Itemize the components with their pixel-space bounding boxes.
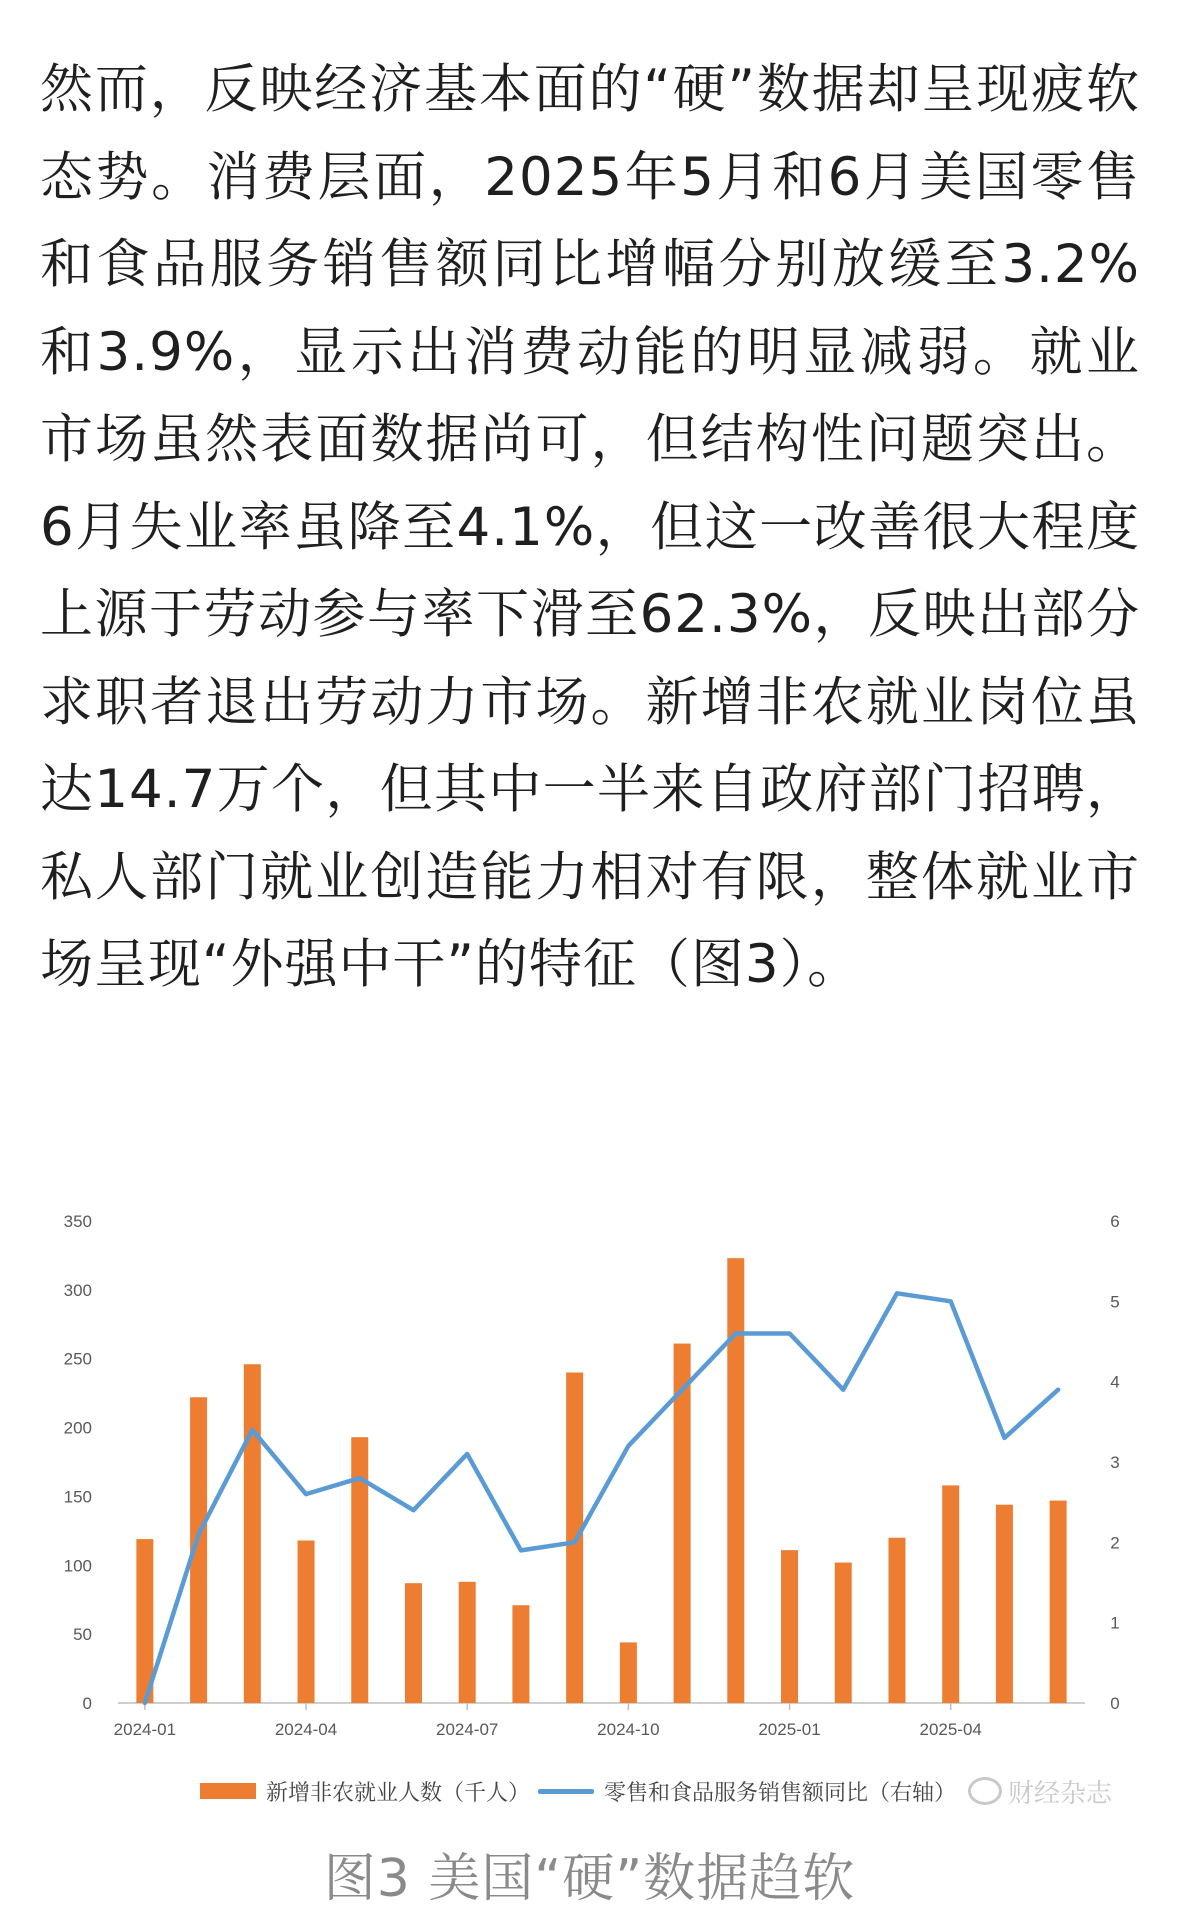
y-right-tick-label: 3: [1110, 1453, 1120, 1472]
x-tick-label: 2024-10: [597, 1720, 660, 1739]
y-right-tick-label: 5: [1110, 1292, 1120, 1312]
bar: [942, 1485, 959, 1703]
y-left-tick-label: 0: [82, 1694, 92, 1713]
legend-label-line: 零售和食品服务销售额同比（右轴）: [604, 1780, 957, 1806]
bar: [1050, 1501, 1067, 1703]
legend-swatch-bar: [200, 1783, 256, 1799]
bar: [835, 1563, 852, 1703]
chart: [0, 1185, 1179, 1745]
y-right-tick-label: 1: [1110, 1613, 1120, 1633]
y-right-tick-label: 0: [1110, 1694, 1120, 1713]
bar: [298, 1540, 315, 1703]
bar: [405, 1583, 422, 1703]
bar: [620, 1642, 637, 1703]
y-left-tick-label: 200: [63, 1418, 92, 1438]
watermark-text: 财经杂志: [1008, 1778, 1113, 1809]
x-tick-label: 2025-01: [758, 1720, 821, 1739]
article-body: [40, 46, 1140, 1009]
legend-item-bar: [200, 1768, 530, 1814]
legend-item-line: [538, 1768, 956, 1814]
legend-label-bar: 新增非农就业人数（千人）: [266, 1780, 531, 1806]
bar: [888, 1538, 905, 1703]
bar: [996, 1505, 1013, 1703]
article-paragraph: 然而，反映经济基本面的“硬”数据却呈现疲软态势。消费层面，2025年5月和6月美国零售和食品服务销售额同比增幅分别放缓至3.2%和3.9%，显示出消费动能的明显减弱。就业市场虽然表面数据尚可，但结构性问题突出。6月失业率虽降至4.1%，但这一改善很大程度上源于劳动参与率下滑至62.3%，反映出部分求职者退出劳动力市场。新增非农就业岗位虽达14.7万个，但其中一半来自政府部门招聘，私人部门就业创造能力相对有限，整体就业市场呈现“外强中干”的特征（图3）。: [40, 59, 1140, 995]
y-right-tick-label: 4: [1110, 1372, 1120, 1392]
weibo-icon: [968, 1777, 1002, 1805]
y-left-tick-label: 100: [63, 1556, 92, 1576]
x-tick-label: 2024-07: [435, 1720, 499, 1739]
line-series: [145, 1293, 1058, 1703]
y-left-tick-label: 50: [73, 1625, 92, 1645]
x-tick-label: 2024-01: [113, 1720, 177, 1739]
bar: [459, 1582, 476, 1703]
y-left-tick-label: 150: [63, 1487, 92, 1507]
bar: [244, 1364, 261, 1703]
x-tick-label: 2025-04: [919, 1720, 982, 1739]
bar: [727, 1258, 744, 1703]
x-tick-label: 2024-04: [274, 1720, 338, 1739]
bar: [512, 1605, 529, 1703]
y-left-tick-label: 350: [63, 1212, 92, 1231]
weibo-watermark: [968, 1768, 1112, 1814]
combo-chart-svg: [0, 1185, 1179, 1745]
y-right-tick-label: 6: [1110, 1212, 1120, 1231]
legend-swatch-line: [538, 1789, 594, 1794]
y-left-tick-label: 300: [63, 1280, 92, 1300]
y-right-tick-label: 2: [1110, 1533, 1120, 1553]
y-left-tick-label: 250: [63, 1349, 92, 1369]
figure-caption: 图3 美国“硬”数据趋软: [323, 1849, 856, 1909]
bar: [781, 1550, 798, 1703]
